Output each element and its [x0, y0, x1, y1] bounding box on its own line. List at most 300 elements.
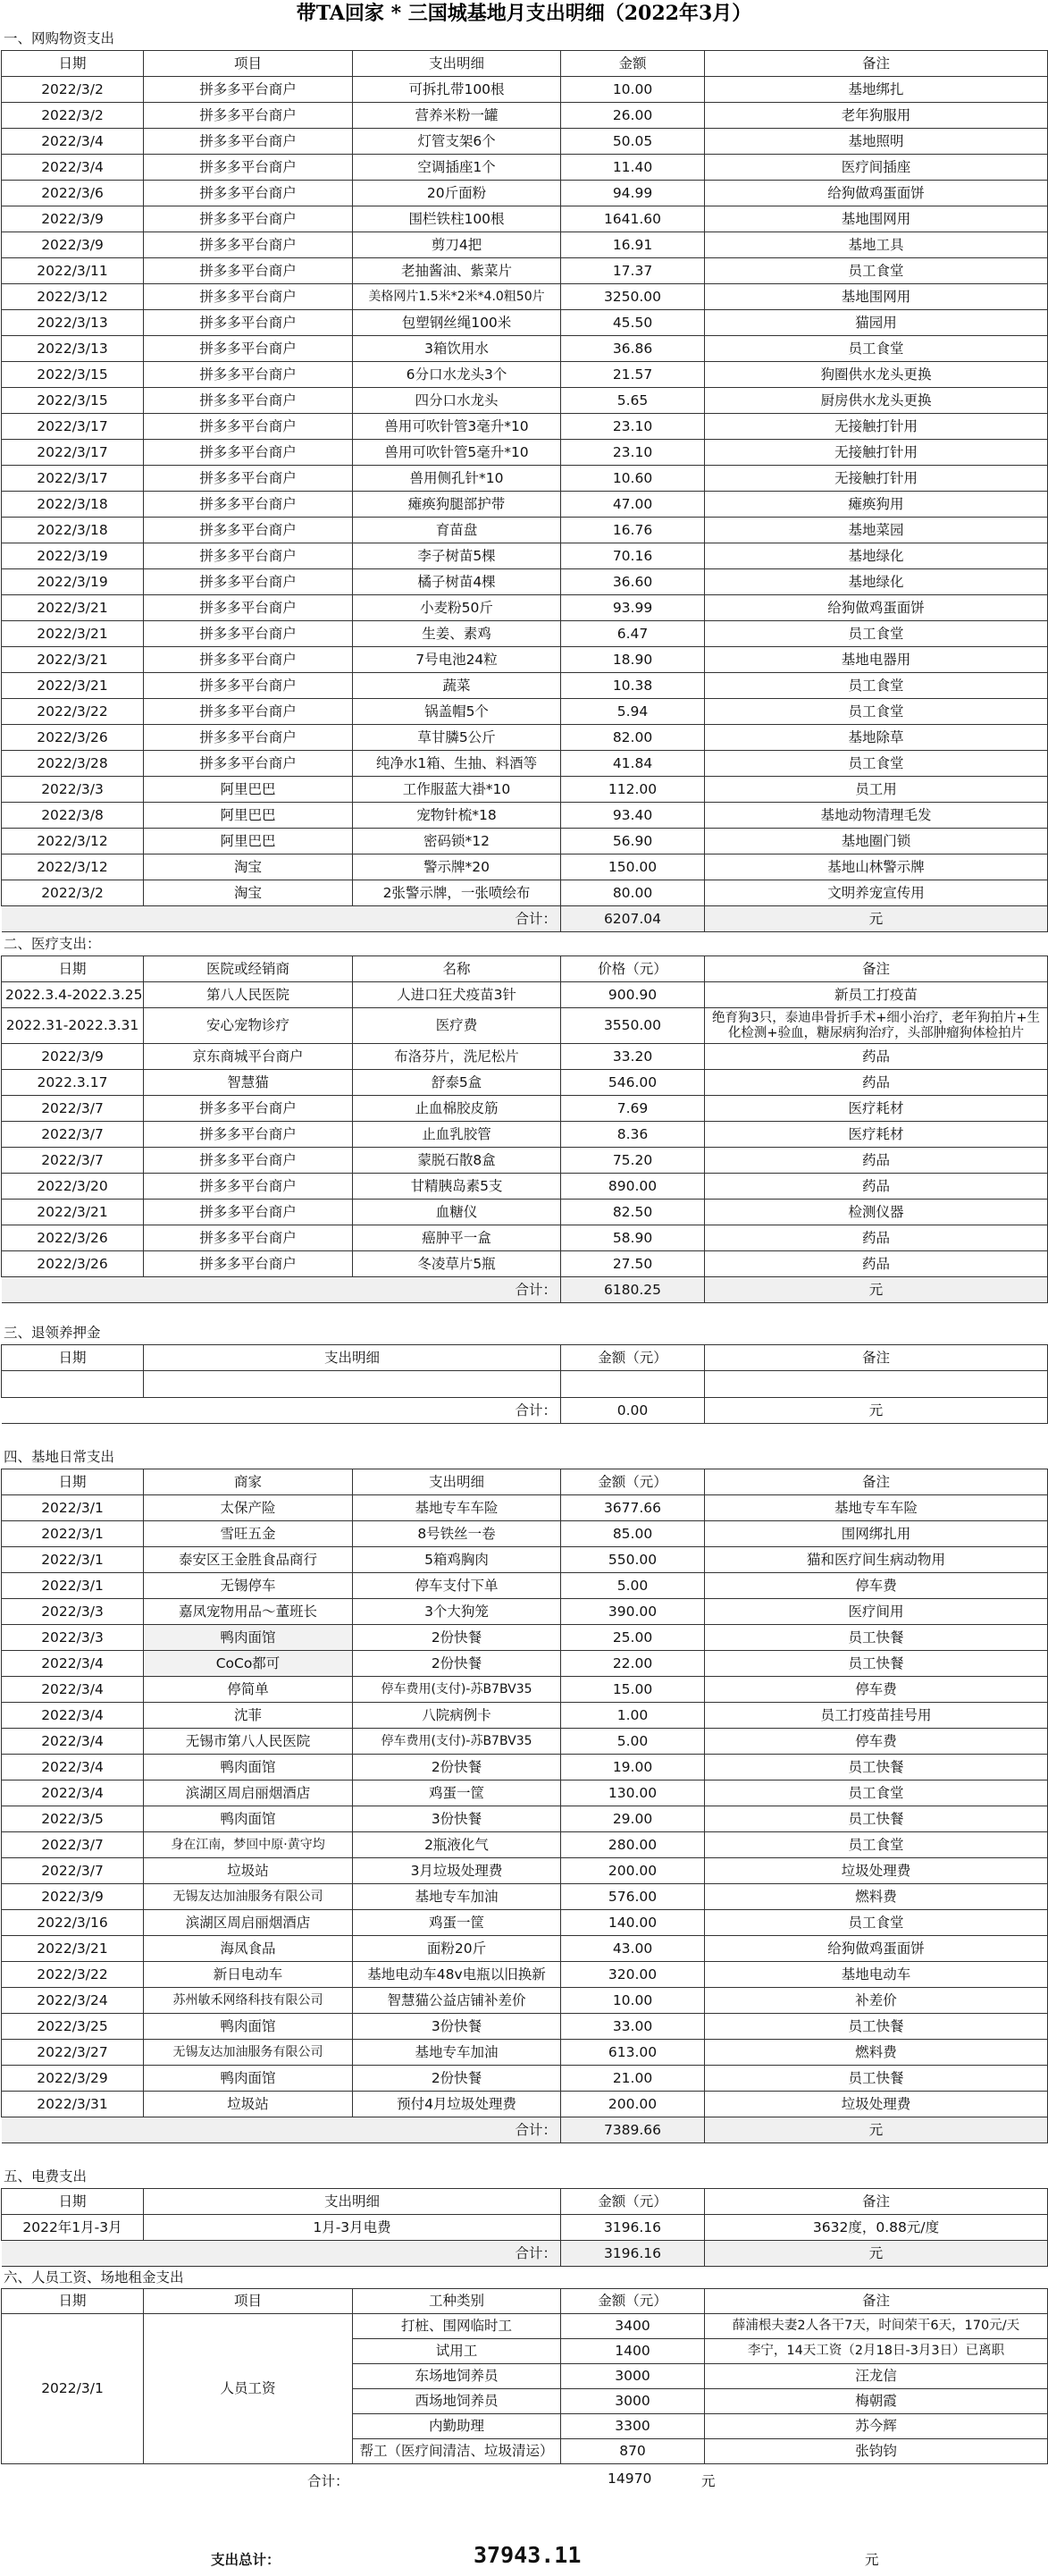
cell-vendor: 鸭肉面馆 [144, 2014, 353, 2040]
cell-note: 员工食堂 [705, 621, 1048, 647]
cell-vendor: 沈菲 [144, 1703, 353, 1729]
cell-date: 2022/3/22 [2, 1962, 144, 1988]
cell-vendor: 拼多多平台商户 [144, 518, 353, 543]
cell-amount: 45.50 [561, 310, 705, 336]
col-header: 金额（元） [561, 1469, 705, 1495]
cell-job: 试用工 [353, 2339, 561, 2364]
cell-date: 2022/3/11 [2, 258, 144, 284]
table-row [2, 1806, 1048, 1832]
cell-date: 2022/3/7 [2, 1858, 144, 1884]
cell-note: 狗圈供水龙头更换 [705, 362, 1048, 388]
cell-detail: 停车支付下单 [353, 1573, 561, 1599]
cell-note: 基地电动车 [705, 1962, 1048, 1988]
section-6-total: 14970 [608, 2471, 652, 2487]
cell-note: 药品 [705, 1148, 1048, 1174]
cell-amount: 280.00 [561, 1832, 705, 1858]
cell-vendor: 拼多多平台商户 [144, 1225, 353, 1251]
cell-detail: 兽用侧孔针*10 [353, 466, 561, 492]
col-header: 日期 [2, 1345, 144, 1371]
cell-amount: 85.00 [561, 1521, 705, 1547]
cell-detail: 3个大狗笼 [353, 1599, 561, 1625]
cell-note: 基地围网用 [705, 206, 1048, 232]
cell-amount: 41.84 [561, 751, 705, 777]
cell-date: 2022/3/21 [2, 595, 144, 621]
section-2-label: 二、医疗支出： [4, 936, 101, 952]
cell-amount: 3000 [561, 2389, 705, 2414]
cell-vendor: 垃圾站 [144, 1858, 353, 1884]
table-row [2, 543, 1048, 569]
cell-amount: 43.00 [561, 1936, 705, 1962]
cell-vendor: 海凤食品 [144, 1936, 353, 1962]
section-4-table [1, 1469, 1048, 2143]
cell-vendor: 泰安区王金胜食品商行 [144, 1547, 353, 1573]
col-header: 医院或经销商 [144, 956, 353, 982]
cell-detail: 止血棉胶皮筋 [353, 1096, 561, 1122]
cell-date: 2022/3/21 [2, 1200, 144, 1225]
section-2-total: 6180.25 [561, 1277, 705, 1303]
table-row [2, 1008, 1048, 1044]
cell-note: 猫园用 [705, 310, 1048, 336]
col-header: 支出明细 [144, 2189, 561, 2215]
cell-vendor: 拼多多平台商户 [144, 206, 353, 232]
cell-note: 员工快餐 [705, 1651, 1048, 1677]
section-3-total-label: 合计： [144, 1398, 561, 1424]
cell-vendor: 滨湖区周启丽烟酒店 [144, 1910, 353, 1936]
cell-detail: 空调插座1个 [353, 155, 561, 181]
col-header: 项目 [144, 51, 353, 77]
cell-amount: 150.00 [561, 854, 705, 880]
cell-job: 内勤助理 [353, 2414, 561, 2439]
cell-note: 基地专车车险 [705, 1495, 1048, 1521]
cell-date: 2022/3/12 [2, 284, 144, 310]
cell-detail: 预付4月垃圾处理费 [353, 2092, 561, 2117]
cell-note: 医疗耗材 [705, 1122, 1048, 1148]
cell-vendor: 安心宠物诊疗 [144, 1008, 353, 1044]
cell-date: 2022/3/15 [2, 362, 144, 388]
table-row [2, 1200, 1048, 1225]
cell-note: 补差价 [705, 1988, 1048, 2014]
table-row [2, 880, 1048, 906]
cell-vendor: 苏州敏禾网络科技有限公司 [144, 1988, 353, 2014]
cell-date: 2022/3/7 [2, 1148, 144, 1174]
cell-date: 2022/3/13 [2, 310, 144, 336]
section-6-total-label: 合计： [307, 2473, 349, 2489]
cell-note: 基地绑扎 [705, 77, 1048, 103]
cell-date: 2022/3/9 [2, 1884, 144, 1910]
cell-date: 2022/3/25 [2, 2014, 144, 2040]
cell-item: 人员工资 [144, 2314, 353, 2464]
cell-detail: 2份快餐 [353, 2066, 561, 2092]
cell-date: 2022/3/12 [2, 829, 144, 854]
grand-total: 37943.11 [474, 2542, 582, 2568]
col-header: 金额（元） [561, 1345, 705, 1371]
cell-vendor: 拼多多平台商户 [144, 440, 353, 466]
cell-date: 2022/3/9 [2, 232, 144, 258]
cell-amount: 16.91 [561, 232, 705, 258]
cell-date: 2022/3/4 [2, 1651, 144, 1677]
cell-date: 2022/3/27 [2, 2040, 144, 2066]
table-row [2, 103, 1048, 129]
section-3-table [1, 1344, 1048, 1424]
cell-amount: 576.00 [561, 1884, 705, 1910]
cell-note: 垃圾处理费 [705, 2092, 1048, 2117]
cell-vendor: 雪旺五金 [144, 1521, 353, 1547]
cell-detail: 李子树苗5棵 [353, 543, 561, 569]
cell-date: 2022/3/21 [2, 621, 144, 647]
cell-note: 基地绿化 [705, 543, 1048, 569]
cell-vendor: 阿里巴巴 [144, 777, 353, 803]
cell-detail: 2张警示牌，一张喷绘布 [353, 880, 561, 906]
cell-note: 员工食堂 [705, 751, 1048, 777]
cell-vendor: 拼多多平台商户 [144, 543, 353, 569]
cell-detail: 2瓶液化气 [353, 1832, 561, 1858]
cell-job: 西场地饲养员 [353, 2389, 561, 2414]
table-row [2, 1884, 1048, 1910]
cell-note: 基地照明 [705, 129, 1048, 155]
table-row [2, 414, 1048, 440]
cell-amount: 130.00 [561, 1780, 705, 1806]
cell-detail: 围栏铁柱100根 [353, 206, 561, 232]
cell-vendor: 拼多多平台商户 [144, 1148, 353, 1174]
cell-detail: 营养米粉一罐 [353, 103, 561, 129]
cell-vendor: 拼多多平台商户 [144, 284, 353, 310]
col-header: 金额（元） [561, 2189, 705, 2215]
cell-note: 给狗做鸡蛋面饼 [705, 181, 1048, 206]
table-row [2, 1148, 1048, 1174]
section-1-table [1, 50, 1048, 932]
cell-detail: 6分口水龙头3个 [353, 362, 561, 388]
cell-date: 2022/3/19 [2, 543, 144, 569]
cell-detail: 育苗盘 [353, 518, 561, 543]
table-row [2, 181, 1048, 206]
cell-vendor: 淘宝 [144, 880, 353, 906]
cell-detail: 灯管支架6个 [353, 129, 561, 155]
cell-detail: 老抽酱油、紫菜片 [353, 258, 561, 284]
cell-date: 2022.3.4-2022.3.25 [2, 982, 144, 1008]
cell-amount: 3196.16 [561, 2215, 705, 2241]
cell-vendor: 拼多多平台商户 [144, 414, 353, 440]
cell-amount: 50.05 [561, 129, 705, 155]
cell-date: 2022/3/1 [2, 1495, 144, 1521]
table-row [2, 1573, 1048, 1599]
cell-vendor: 拼多多平台商户 [144, 647, 353, 673]
table-row [2, 388, 1048, 414]
section-1-label: 一、网购物资支出 [4, 30, 115, 46]
table-row [2, 595, 1048, 621]
section-5-total: 3196.16 [561, 2241, 705, 2267]
section-3-unit: 元 [705, 1398, 1048, 1424]
grand-total-label: 支出总计： [211, 2552, 281, 2568]
table-row [2, 829, 1048, 854]
table-row [2, 284, 1048, 310]
section-6-label: 六、人员工资、场地租金支出 [4, 2269, 184, 2286]
cell-note: 员工快餐 [705, 2066, 1048, 2092]
cell-date: 2022/3/21 [2, 1936, 144, 1962]
table-row [2, 647, 1048, 673]
col-header: 工种类别 [353, 2289, 561, 2314]
cell-date: 2022/3/21 [2, 673, 144, 699]
cell-amount: 93.99 [561, 595, 705, 621]
cell-amount: 1.00 [561, 1703, 705, 1729]
section-2-table [1, 955, 1048, 1303]
section-5-label: 五、电费支出 [4, 2168, 88, 2185]
cell-amount: 16.76 [561, 518, 705, 543]
cell-amount: 17.37 [561, 258, 705, 284]
cell-amount: 33.00 [561, 2014, 705, 2040]
cell-vendor: 无锡停车 [144, 1573, 353, 1599]
cell-detail: 止血乳胶管 [353, 1122, 561, 1148]
section-3-label: 三、退领养押金 [4, 1325, 101, 1341]
cell-date: 2022/3/17 [2, 466, 144, 492]
cell-date: 2022/3/12 [2, 854, 144, 880]
cell-detail: 基地电动车48v电瓶以旧换新 [353, 1962, 561, 1988]
col-header: 价格（元） [561, 956, 705, 982]
table-row [2, 1225, 1048, 1251]
cell-detail: 宠物针梳*18 [353, 803, 561, 829]
cell-amount: 94.99 [561, 181, 705, 206]
cell-vendor: 拼多多平台商户 [144, 621, 353, 647]
cell-detail: 3份快餐 [353, 1806, 561, 1832]
col-header: 支出明细 [353, 1469, 561, 1495]
cell-amount: 19.00 [561, 1755, 705, 1780]
table-row [2, 77, 1048, 103]
cell-vendor: 鸭肉面馆 [144, 1625, 353, 1651]
cell-detail: 7号电池24粒 [353, 647, 561, 673]
col-header: 备注 [705, 51, 1048, 77]
table-row [2, 1599, 1048, 1625]
table-row [2, 621, 1048, 647]
cell-note: 汪龙信 [705, 2364, 1048, 2389]
cell-date: 2022/3/4 [2, 1703, 144, 1729]
cell-vendor: 拼多多平台商户 [144, 466, 353, 492]
section-4-total-label: 合计： [353, 2117, 561, 2143]
col-header: 日期 [2, 2189, 144, 2215]
cell-note: 员工食堂 [705, 258, 1048, 284]
table-row [2, 803, 1048, 829]
table-row [2, 751, 1048, 777]
cell-amount: 5.00 [561, 1573, 705, 1599]
cell-note: 无接触打针用 [705, 414, 1048, 440]
section-5-total-label: 合计： [144, 2241, 561, 2267]
cell-date: 2022/3/1 [2, 1547, 144, 1573]
cell-amount: 3677.66 [561, 1495, 705, 1521]
cell-amount: 613.00 [561, 2040, 705, 2066]
table-row [2, 1547, 1048, 1573]
col-header: 备注 [705, 956, 1048, 982]
cell-note: 围网绑扎用 [705, 1521, 1048, 1547]
cell-detail: 面粉20斤 [353, 1936, 561, 1962]
cell-amount: 36.60 [561, 569, 705, 595]
cell-detail: 20斤面粉 [353, 181, 561, 206]
cell-detail: 基地专车加油 [353, 1884, 561, 1910]
cell-detail: 癌肿平一盒 [353, 1225, 561, 1251]
cell-note: 员工快餐 [705, 1755, 1048, 1780]
cell-vendor: 拼多多平台商户 [144, 699, 353, 725]
table-row [2, 155, 1048, 181]
cell-amount: 1400 [561, 2339, 705, 2364]
cell-amount: 23.10 [561, 414, 705, 440]
cell-vendor: 拼多多平台商户 [144, 1096, 353, 1122]
cell-date: 2022.3.17 [2, 1070, 144, 1096]
cell-note: 员工快餐 [705, 1806, 1048, 1832]
cell-note: 绝育狗3只，泰迪串骨折手术+细小治疗，老年狗拍片+生化检测+验血，糖尿病狗治疗，头部肿瘤狗体检拍片 [705, 1008, 1048, 1044]
cell-amount: 10.60 [561, 466, 705, 492]
section-6-table [1, 2288, 1048, 2464]
cell-detail: 甘精胰岛素5支 [353, 1174, 561, 1200]
cell-note: 员工快餐 [705, 1625, 1048, 1651]
cell-date: 2022/3/18 [2, 518, 144, 543]
cell-detail: 停车费用(支付)-苏B7BV35 [353, 1677, 561, 1703]
cell-note: 药品 [705, 1070, 1048, 1096]
cell-detail: 兽用可吹针管3毫升*10 [353, 414, 561, 440]
cell-date: 2022/3/29 [2, 2066, 144, 2092]
cell-note: 燃料费 [705, 2040, 1048, 2066]
cell-amount: 3000 [561, 2364, 705, 2389]
cell-vendor: 拼多多平台商户 [144, 673, 353, 699]
cell-vendor: 第八人民医院 [144, 982, 353, 1008]
cell-date: 2022/3/4 [2, 1677, 144, 1703]
cell-vendor: 拼多多平台商户 [144, 258, 353, 284]
table-row [2, 2040, 1048, 2066]
section-6-total-row [0, 2464, 1048, 2491]
cell-vendor: 拼多多平台商户 [144, 232, 353, 258]
cell-amount: 80.00 [561, 880, 705, 906]
cell-detail: 血糖仪 [353, 1200, 561, 1225]
grand-total-unit: 元 [865, 2552, 879, 2568]
cell-note: 给狗做鸡蛋面饼 [705, 1936, 1048, 1962]
table-row [2, 1521, 1048, 1547]
cell-detail: 3份快餐 [353, 2014, 561, 2040]
cell-vendor: 无锡友达加油服务有限公司 [144, 2040, 353, 2066]
cell-amount: 900.90 [561, 982, 705, 1008]
table-row [2, 310, 1048, 336]
cell-vendor: 拼多多平台商户 [144, 310, 353, 336]
table-row [2, 258, 1048, 284]
cell-detail: 3箱饮用水 [353, 336, 561, 362]
cell-note: 猫和医疗间生病动物用 [705, 1547, 1048, 1573]
cell-date: 2022/3/7 [2, 1832, 144, 1858]
cell-note: 厨房供水龙头更换 [705, 388, 1048, 414]
cell-vendor: 鸭肉面馆 [144, 1755, 353, 1780]
cell-note: 停车费 [705, 1729, 1048, 1755]
cell-date: 2022/3/26 [2, 1251, 144, 1277]
table-row [2, 1703, 1048, 1729]
cell-vendor: 滨湖区周启丽烟酒店 [144, 1780, 353, 1806]
table-row [2, 492, 1048, 518]
cell-amount: 5.00 [561, 1729, 705, 1755]
table-row [2, 1625, 1048, 1651]
cell-date: 2022/3/4 [2, 129, 144, 155]
table-row [2, 1677, 1048, 1703]
table-row [2, 1044, 1048, 1070]
cell-note: 员工打疫苗挂号用 [705, 1703, 1048, 1729]
cell-vendor: 阿里巴巴 [144, 829, 353, 854]
table-row [2, 1371, 1048, 1398]
section-6-unit: 元 [701, 2473, 716, 2489]
cell-amount: 82.00 [561, 725, 705, 751]
cell-amount: 15.00 [561, 1677, 705, 1703]
cell-note: 燃料费 [705, 1884, 1048, 1910]
cell-date: 2022/3/7 [2, 1122, 144, 1148]
cell-note: 员工食堂 [705, 699, 1048, 725]
cell-vendor: 淘宝 [144, 854, 353, 880]
table-row [2, 1858, 1048, 1884]
table-row [2, 673, 1048, 699]
cell-detail: 人进口狂犬疫苗3针 [353, 982, 561, 1008]
cell-amount: 82.50 [561, 1200, 705, 1225]
table-row [2, 854, 1048, 880]
cell-date: 2022/3/2 [2, 77, 144, 103]
cell-note: 医疗间插座 [705, 155, 1048, 181]
cell-detail: 生姜、素鸡 [353, 621, 561, 647]
cell-amount: 6.47 [561, 621, 705, 647]
cell-note: 张钧钧 [705, 2439, 1048, 2464]
cell-amount: 22.00 [561, 1651, 705, 1677]
cell-date: 2022年1月-3月 [2, 2215, 144, 2241]
cell-vendor: 京东商城平台商户 [144, 1044, 353, 1070]
cell-date: 2022/3/2 [2, 103, 144, 129]
cell-note: 基地动物清理毛发 [705, 803, 1048, 829]
section-2-total-label: 合计： [353, 1277, 561, 1303]
cell-vendor: 拼多多平台商户 [144, 492, 353, 518]
cell-note: 员工食堂 [705, 1780, 1048, 1806]
cell-date: 2022/3/4 [2, 1729, 144, 1755]
cell-vendor: 鸭肉面馆 [144, 2066, 353, 2092]
section-3-total: 0.00 [561, 1398, 705, 1424]
cell-amount: 5.94 [561, 699, 705, 725]
cell-vendor: 拼多多平台商户 [144, 751, 353, 777]
cell-amount: 21.57 [561, 362, 705, 388]
table-row [2, 1096, 1048, 1122]
cell-amount: 27.50 [561, 1251, 705, 1277]
cell-amount: 70.16 [561, 543, 705, 569]
cell-amount: 870 [561, 2439, 705, 2464]
cell-vendor: 新日电动车 [144, 1962, 353, 1988]
cell-detail: 兽用可吹针管5毫升*10 [353, 440, 561, 466]
table-row [2, 2215, 1048, 2241]
col-header: 支出明细 [353, 51, 561, 77]
cell-note: 基地工具 [705, 232, 1048, 258]
cell-date: 2022/3/9 [2, 1044, 144, 1070]
cell-note: 药品 [705, 1044, 1048, 1070]
section-5-unit: 元 [705, 2241, 1048, 2267]
table-row [2, 725, 1048, 751]
cell-detail: 8号铁丝一卷 [353, 1521, 561, 1547]
cell-vendor: 嘉凤宠物用品～董班长 [144, 1599, 353, 1625]
cell-amount: 3550.00 [561, 1008, 705, 1044]
cell-note: 梅朝霞 [705, 2389, 1048, 2414]
cell-date: 2022/3/7 [2, 1096, 144, 1122]
cell-amount: 10.00 [561, 77, 705, 103]
table-row [2, 1936, 1048, 1962]
col-header: 金额（元） [561, 2289, 705, 2314]
cell-amount: 3300 [561, 2414, 705, 2439]
table-row [2, 206, 1048, 232]
cell-date: 2022/3/28 [2, 751, 144, 777]
cell-note: 文明养宠宣传用 [705, 880, 1048, 906]
cell-date: 2022/3/26 [2, 1225, 144, 1251]
cell-amount: 36.86 [561, 336, 705, 362]
section-4-label: 四、基地日常支出 [4, 1449, 115, 1465]
section-2-unit: 元 [705, 1277, 1048, 1303]
cell-note: 3632度，0.88元/度 [705, 2215, 1048, 2241]
cell-amount: 112.00 [561, 777, 705, 803]
cell-amount: 550.00 [561, 1547, 705, 1573]
cell-vendor: 拼多多平台商户 [144, 336, 353, 362]
cell-note: 薛浦根夫妻2人各干7天，时间荣干6天，170元/天 [705, 2314, 1048, 2339]
cell-detail: 3月垃圾处理费 [353, 1858, 561, 1884]
table-row [2, 2314, 1048, 2339]
